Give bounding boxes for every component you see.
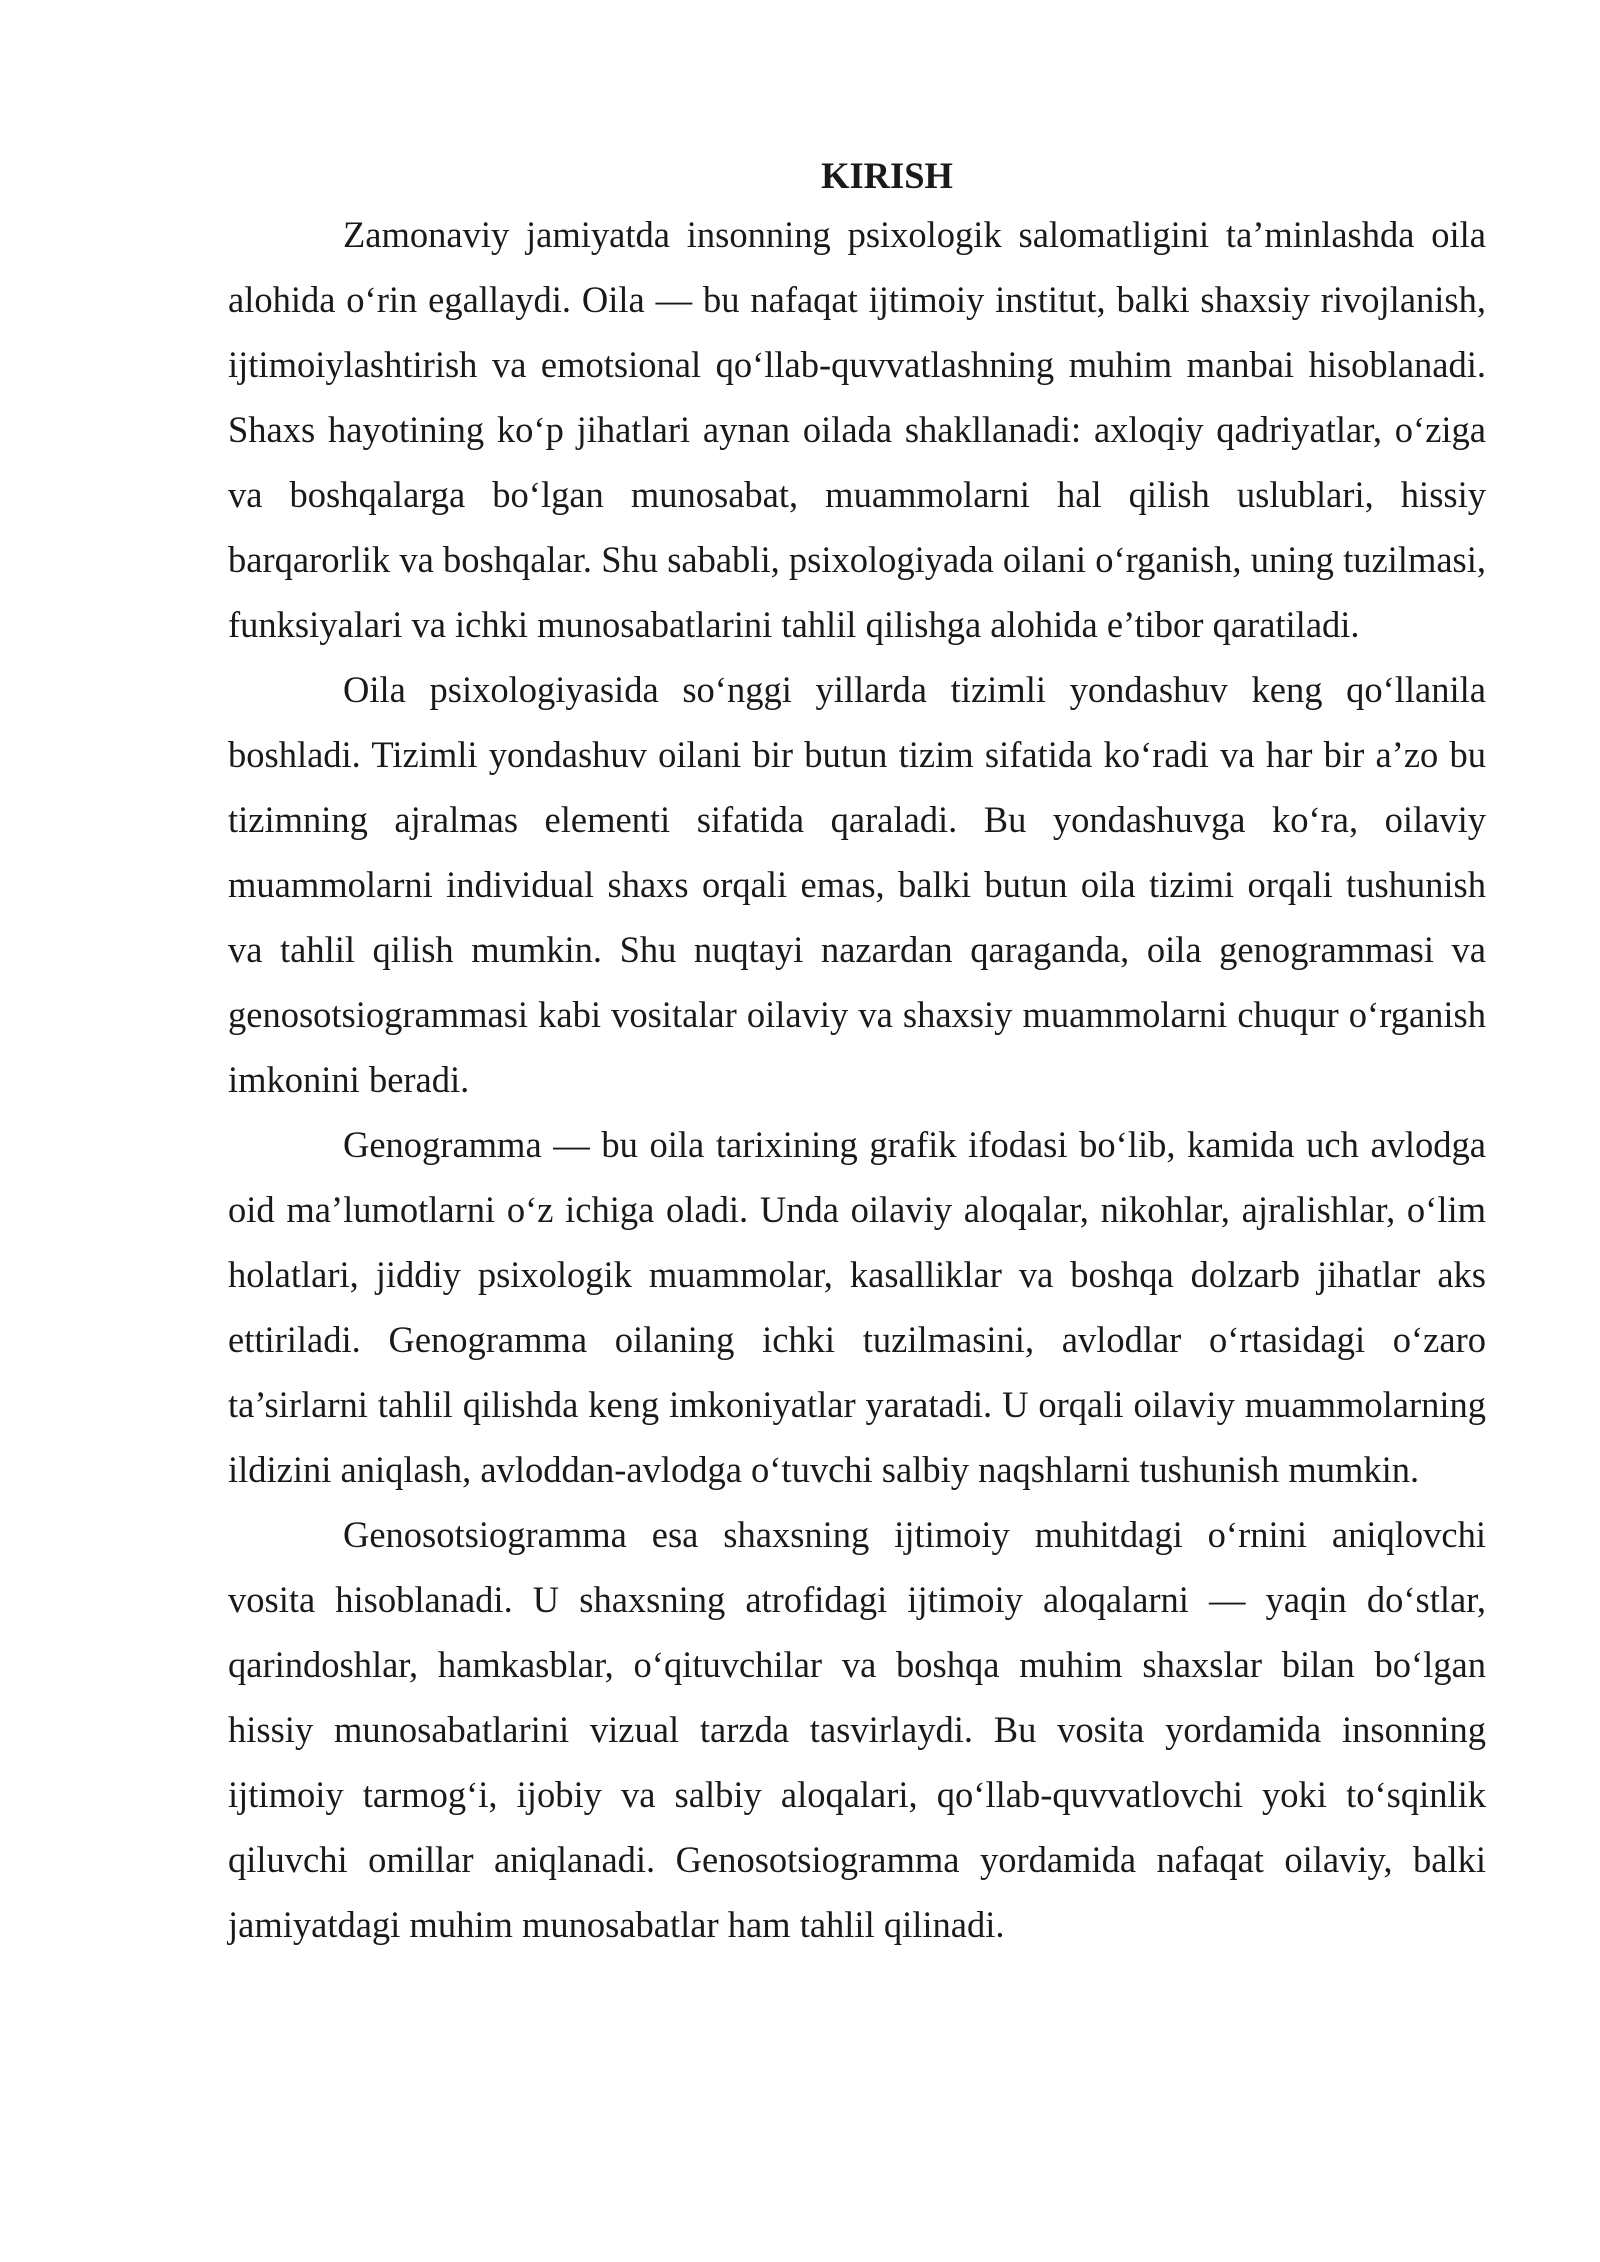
paragraph-4: Genosotsiogramma esa shaxsning ijtimoiy muhitdagi o‘rnini aniqlovchi vosita hisoblanadi. U shaxsning atrofidagi ijtimoiy aloqalarni — yaqin do‘stlar, qarindoshlar, hamkasblar, o‘qituvchilar va boshqa muhim shaxslar bilan bo‘lgan hissiy munosabatlarini vizual tarzda tasvirlaydi. Bu vosita yordamida insonning ijtimoiy tarmog‘i, ijobiy va salbiy aloqalari, qo‘llab-quvvatlovchi yoki to‘sqinlik qiluvchi omillar aniqlanadi. Genosotsiogramma yordamida nafaqat oilaviy, balki jamiyatdagi muhim munosabatlar ham tahlil qilinadi.: [228, 1514, 1486, 1945]
paragraph-1: Zamonaviy jamiyatda insonning psixologik salomatligini ta’minlashda oila alohida o‘rin egallaydi. Oila — bu nafaqat ijtimoiy institut, balki shaxsiy rivojlanish, ijtimoiylashtirish va emotsional qo‘llab-quvvatlashning muhim manbai hisoblanadi. Shaxs hayotining ko‘p jihatlari aynan oilada shakllanadi: axloqiy qadriyatlar, o‘ziga va boshqalarga bo‘lgan munosabat, muammolarni hal qilish uslublari, hissiy barqarorlik va boshqalar. Shu sababli, psixologiyada oilani o‘rganish, uning tuzilmasi, funksiyalari va ichki munosabatlarini tahlil qilishga alohida e’tibor qaratiladi.: [228, 214, 1486, 645]
paragraph-3: Genogramma — bu oila tarixining grafik ifodasi bo‘lib, kamida uch avlodga oid ma’lumotlarni o‘z ichiga oladi. Unda oilaviy aloqalar, nikohlar, ajralishlar, o‘lim holatlari, jiddiy psixologik muammolar, kasalliklar va boshqa dolzarb jihatlar aks ettiriladi. Genogramma oilaning ichki tuzilmasini, avlodlar o‘rtasidagi o‘zaro ta’sirlarni tahlil qilishda keng imkoniyatlar yaratadi. U orqali oilaviy muammolarning ildizini aniqlash, avloddan-avlodga o‘tuvchi salbiy naqshlarni tushunish mumkin.: [228, 1124, 1486, 1490]
page-title: KIRISH: [821, 155, 953, 196]
paragraph-2: Oila psixologiyasida so‘nggi yillarda tizimli yondashuv keng qo‘llanila boshladi. Tizimli yondashuv oilani bir butun tizim sifatida ko‘radi va har bir a’zo bu tizimning ajralmas elementi sifatida qaraladi. Bu yondashuvga ko‘ra, oilaviy muammolarni individual shaxs orqali emas, balki butun oila tizimi orqali tushunish va tahlil qilish mumkin. Shu nuqtayi nazardan qaraganda, oila genogrammasi va genosotsiogrammasi kabi vositalar oilaviy va shaxsiy muammolarni chuqur o‘rganish imkonini beradi.: [228, 669, 1486, 1100]
document-page: [228, 150, 1486, 1957]
